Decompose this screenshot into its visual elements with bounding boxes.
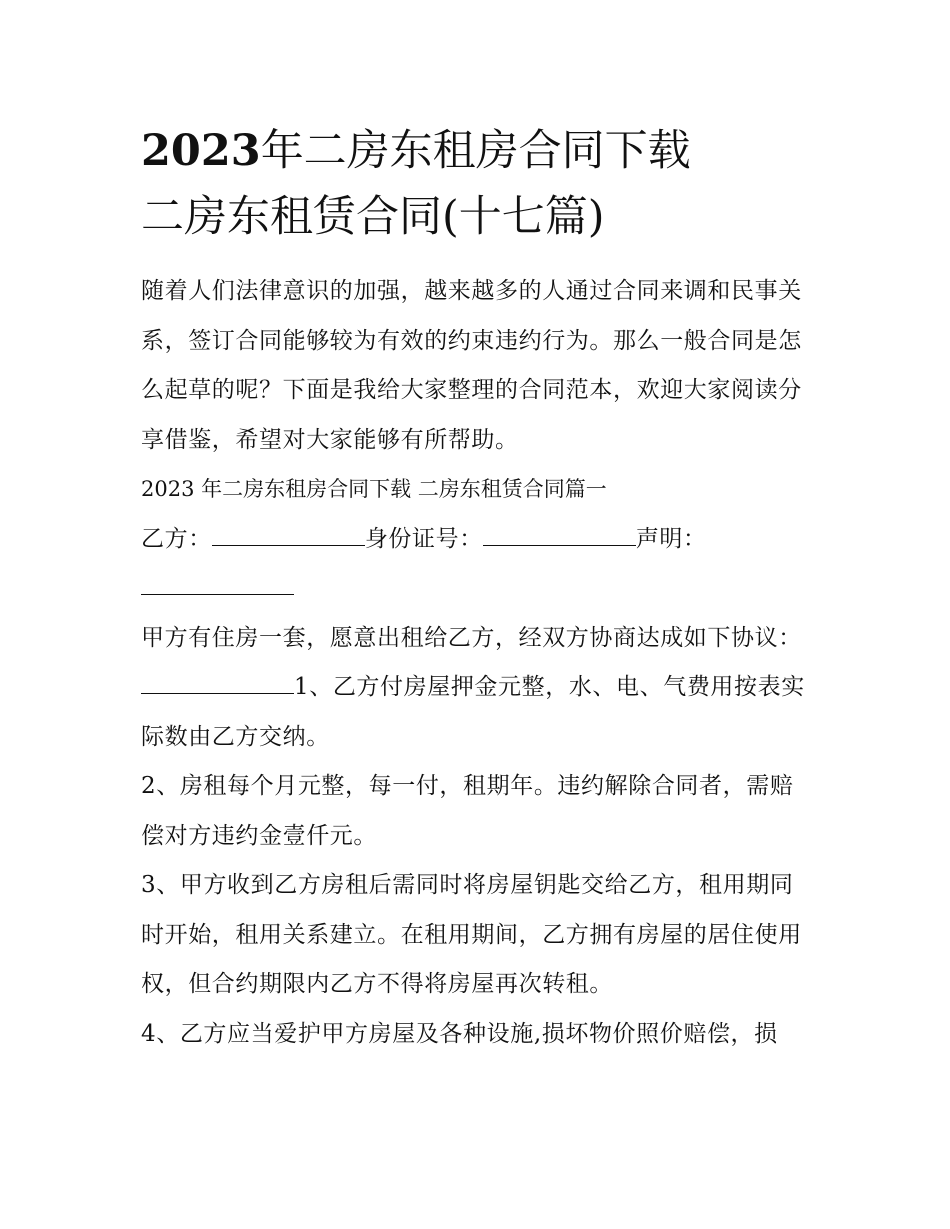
- title-line-1-text: 年二房东租房合同下载: [260, 126, 691, 176]
- title-line-1: [141, 118, 813, 184]
- party-b-blank: [212, 523, 365, 546]
- statement-label: 声明：: [635, 525, 707, 552]
- agreement-blank: [141, 671, 294, 694]
- clause-2: 2、房租每个月元整，每一付，租期年。违约解除合同者，需赔偿对方违约金壹仟元。: [141, 773, 794, 849]
- party-info-line: [141, 515, 813, 614]
- agreement-lead: 甲方有住房一套，愿意出租给乙方，经双方协商达成如下协议：: [141, 624, 802, 651]
- section-heading: 2023 年二房东租房合同下载 二房东租赁合同篇一: [141, 477, 607, 501]
- title-year: 2023: [141, 126, 261, 176]
- id-number-label: 身份证号：: [364, 525, 483, 552]
- id-number-blank: [483, 523, 636, 546]
- intro-paragraph: 随着人们法律意识的加强，越来越多的人通过合同来调和民事关系，签订合同能够较为有效的约束违约行为。那么一般合同是怎么起草的呢？下面是我给大家整理的合同范本，欢迎大家阅读分享借鉴，希望对大家能够有所帮助。: [141, 278, 802, 453]
- document-body: [141, 118, 813, 1059]
- clause-3: 3、甲方收到乙方房租后需同时将房屋钥匙交给乙方，租用期同时开始，租用关系建立。在租用期间，乙方拥有房屋的居住使用权，但合约期限内乙方不得将房屋再次转租。: [141, 872, 802, 997]
- clause-1: 1、乙方付房屋押金元整，水、电、气费用按表实际数由乙方交纳。: [141, 674, 805, 750]
- party-info-first-row: [141, 526, 707, 552]
- statement-blank: [141, 572, 294, 595]
- party-b-label: 乙方：: [141, 525, 212, 552]
- title-line-2: 二房东租赁合同(十七篇): [141, 192, 605, 242]
- clause-4: 4、乙方应当爱护甲方房屋及各种设施,损坏物价照价赔偿，损: [141, 1020, 778, 1047]
- agreement-paragraph: [141, 614, 813, 763]
- document-title: [141, 118, 813, 250]
